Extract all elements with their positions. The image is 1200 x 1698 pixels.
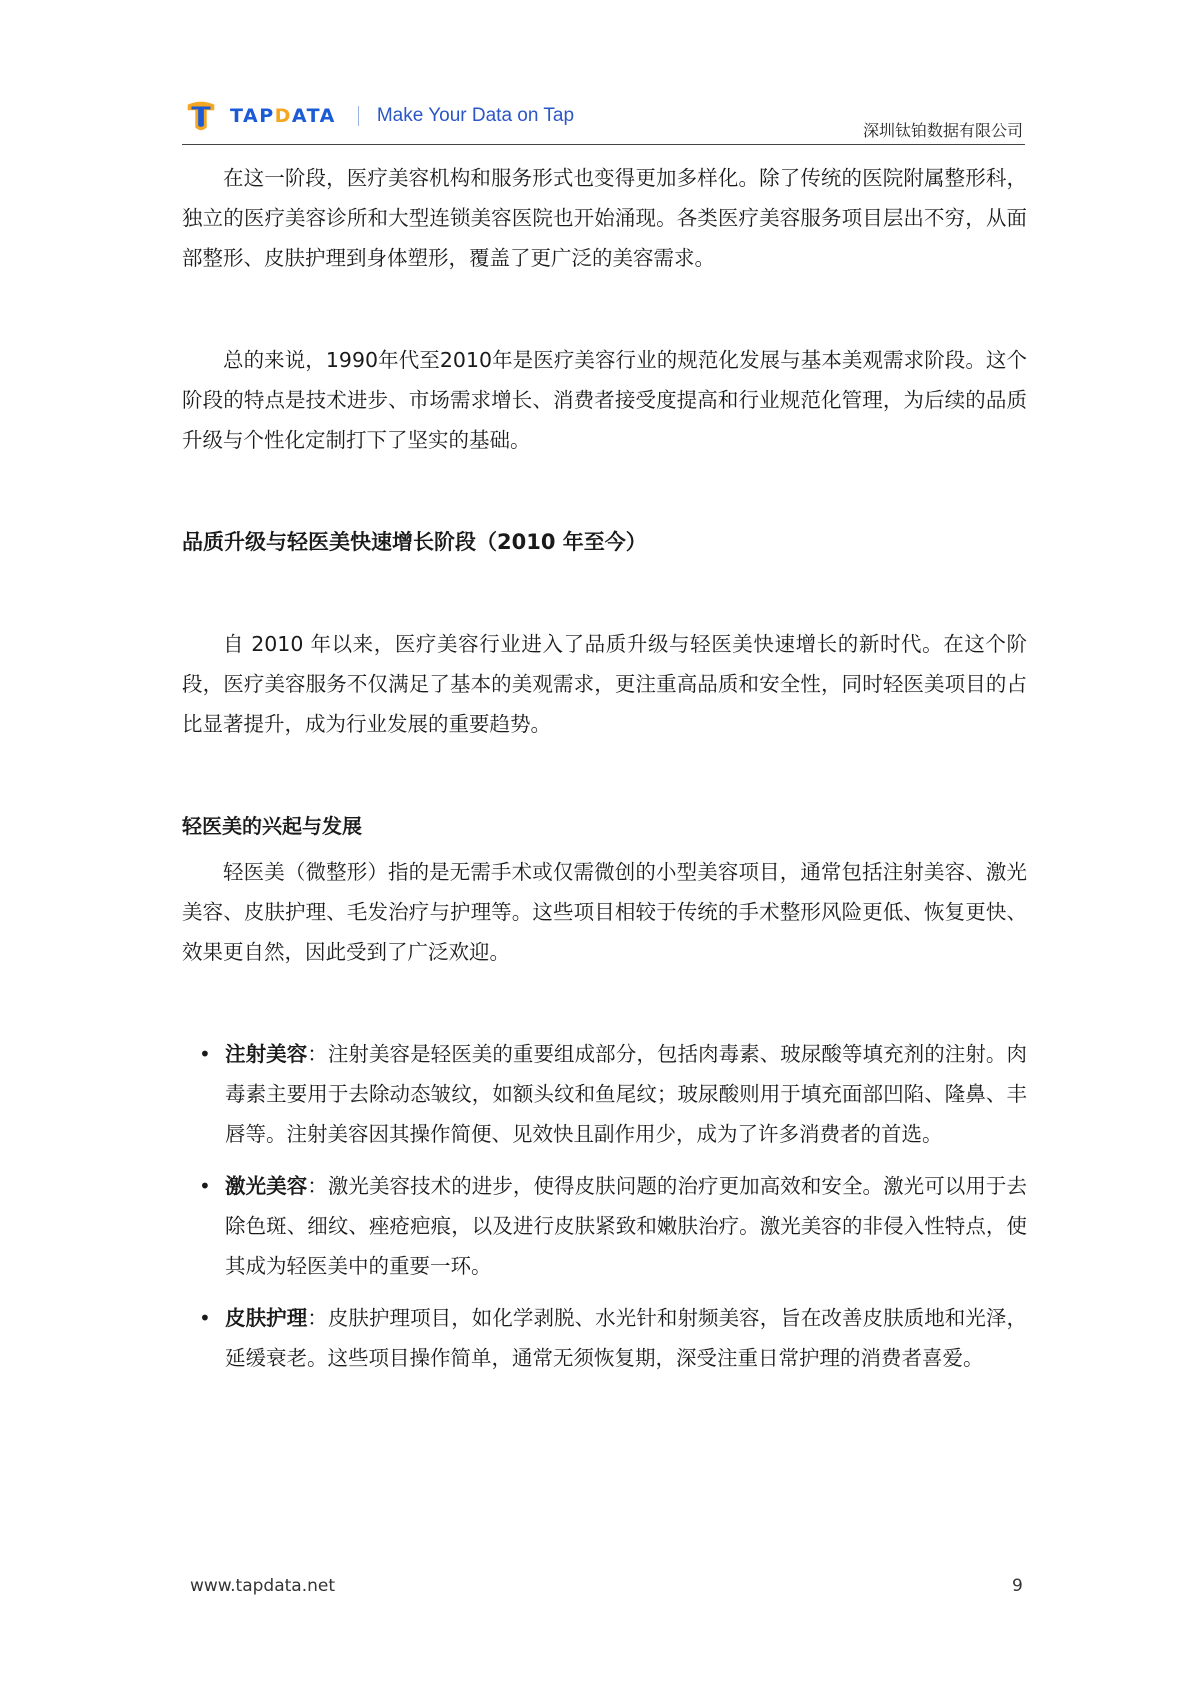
bullet-icon: • — [199, 1174, 211, 1198]
list-item-laser — [182, 1166, 1027, 1286]
brand-wordmark: TAPDATA — [230, 105, 336, 127]
paragraph-summary: 总的来说，1990年代至2010年是医疗美容行业的规范化发展与基本美观需求阶段。这个阶段的特点是技术进步、市场需求增长、消费者接受度提高和行业规范化管理，为后续的品质升级与个性化定制打下了坚实的基础。 — [182, 348, 1027, 452]
section-heading: 品质升级与轻医美快速增长阶段（2010 年至今） — [182, 530, 647, 554]
page-header — [182, 92, 1025, 145]
treatment-list — [182, 1034, 1027, 1378]
list-item-text: ：注射美容是轻医美的重要组成部分，包括肉毒素、玻尿酸等填充剂的注射。肉毒素主要用于去除动态皱纹，如额头纹和鱼尾纹；玻尿酸则用于填充面部凹陷、隆鼻、丰唇等。注射美容因其操作简便、见效快且副作用少，成为了许多消费者的首选。 — [225, 1042, 1028, 1146]
tapdata-logo-icon — [182, 97, 220, 135]
footer-url: www.tapdata.net — [190, 1576, 336, 1596]
list-item-injection — [182, 1034, 1027, 1154]
list-item-term: 皮肤护理 — [225, 1306, 308, 1330]
list-item-term: 注射美容 — [225, 1042, 308, 1066]
bullet-icon: • — [199, 1042, 211, 1066]
list-item-skincare — [182, 1298, 1027, 1378]
paragraph-diversification: 在这一阶段，医疗美容机构和服务形式也变得更加多样化。除了传统的医院附属整形科，独立的医疗美容诊所和大型连锁美容医院也开始涌现。各类医疗美容服务项目层出不穷，从面部整形、皮肤护理到身体塑形，覆盖了更广泛的美容需求。 — [182, 166, 1027, 270]
bullet-icon: • — [199, 1306, 211, 1330]
company-name: 深圳钛铂数据有限公司 — [862, 121, 1023, 140]
list-item-term: 激光美容 — [225, 1174, 308, 1198]
subsection-heading: 轻医美的兴起与发展 — [182, 814, 362, 838]
list-item-text: ：激光美容技术的进步，使得皮肤问题的治疗更加高效和安全。激光可以用于去除色斑、细纹、痤疮疤痕，以及进行皮肤紧致和嫩肤治疗。激光美容的非侵入性特点，使其成为轻医美中的重要一环。 — [225, 1174, 1028, 1278]
brand-slogan: Make Your Data on Tap — [376, 105, 575, 126]
page-number: 9 — [1012, 1576, 1023, 1596]
document-body — [182, 158, 1027, 1390]
logo-divider — [358, 106, 359, 126]
list-item-text: ：皮肤护理项目，如化学剥脱、水光针和射频美容，旨在改善皮肤质地和光泽，延缓衰老。这些项目操作简单，通常无须恢复期，深受注重日常护理的消费者喜爱。 — [225, 1306, 1028, 1370]
brand-logo — [182, 96, 574, 136]
paragraph-light-aesthetics: 轻医美（微整形）指的是无需手术或仅需微创的小型美容项目，通常包括注射美容、激光美容、皮肤护理、毛发治疗与护理等。这些项目相较于传统的手术整形风险更低、恢复更快、效果更自然，因此受到了广泛欢迎。 — [182, 860, 1027, 964]
paragraph-new-era: 自 2010 年以来，医疗美容行业进入了品质升级与轻医美快速增长的新时代。在这个阶段，医疗美容服务不仅满足了基本的美观需求，更注重高品质和安全性，同时轻医美项目的占比显著提升，成为行业发展的重要趋势。 — [182, 632, 1027, 736]
